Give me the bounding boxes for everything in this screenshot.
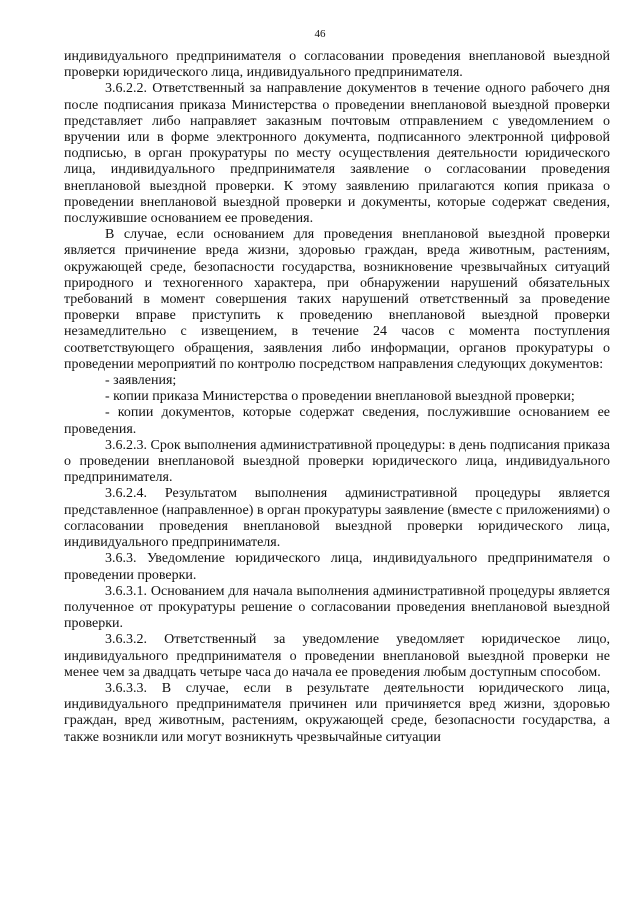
paragraph: В случае, если основанием для проведения внеплановой выездной проверки является причинение вреда жизни, здоровью граждан, вреда животным, растениям, окружающей среде, безопасности государства, возникновение чрезвычайных ситуаций природного и техногенного характера, при обнаружении нарушений обязательных требований в момент совершения таких нарушений ответственный за проведение проверки вправе приступить к проведению внеплановой выездной проверки незамедлительно с извещением, в течение 24 часов с момента поступления соответствующего обращения, заявления либо информации, органов прокуратуры о проведении мероприятий по контролю посредством направления следующих документов: xyxy=(64,227,610,372)
list-item: - копии документов, которые содержат сведения, послужившие основанием ее проведения. xyxy=(64,405,610,437)
paragraph: 3.6.2.3. Срок выполнения административной процедуры: в день подписания приказа о проведении внеплановой выездной проверки юридического лица, индивидуального предпринимателя. xyxy=(64,437,610,486)
paragraph: 3.6.3.2. Ответственный за уведомление уведомляет юридическое лицо, индивидуального предпринимателя о проведении внеплановой выездной проверки не менее чем за двадцать четыре часа до начала ее проведения любым доступным способом. xyxy=(64,632,610,680)
list-item: - копии приказа Министерства о проведении внеплановой выездной проверки; xyxy=(105,389,575,405)
paragraph: 3.6.2.4. Результатом выполнения административной процедуры является представленное (направленное) в орган прокуратуры заявление (вместе с приложениями) о согласовании проведения внеплановой выездной проверки юридического лица, индивидуального предпринимателя. xyxy=(64,486,610,551)
paragraph: 3.6.2.2. Ответственный за направление документов в течение одного рабочего дня после подписания приказа Министерства о проведении внеплановой выездной проверки представляет либо направляет заказным почтовым отправлением с уведомлением о вручении или в форме электронного документа, подписанного электронной цифровой подписью, в орган прокуратуры по месту осуществления деятельности юридического лица, индивидуального предпринимателя заявление о согласовании проведения внеплановой выездной проверки. К этому заявлению прилагаются копия приказа о проведении внеплановой выездной проверки и документы, которые содержат сведения, послужившие основанием ее проведения. xyxy=(64,81,610,227)
document-body xyxy=(64,49,610,746)
paragraph: 3.6.3.3. В случае, если в результате деятельности юридического лица, индивидуального предпринимателя причинен или причиняется вред жизни, здоровью граждан, вред животным, растениям, окружающей среде, безопасности государства, а также возникли или могут возникнуть чрезвычайные ситуации xyxy=(64,680,610,745)
page-number: 46 xyxy=(314,28,326,40)
list-item: - заявления; xyxy=(105,373,177,389)
paragraph: 3.6.3. Уведомление юридического лица, индивидуального предпринимателя о проведении проверки. xyxy=(64,551,610,583)
paragraph: 3.6.3.1. Основанием для начала выполнения административной процедуры является полученное от прокуратуры решение о согласовании проведения внеплановой выездной проверки. xyxy=(64,583,610,632)
paragraph: индивидуального предпринимателя о согласовании проведения внеплановой выездной проверки юридического лица, индивидуального предпринимателя. xyxy=(64,49,610,81)
